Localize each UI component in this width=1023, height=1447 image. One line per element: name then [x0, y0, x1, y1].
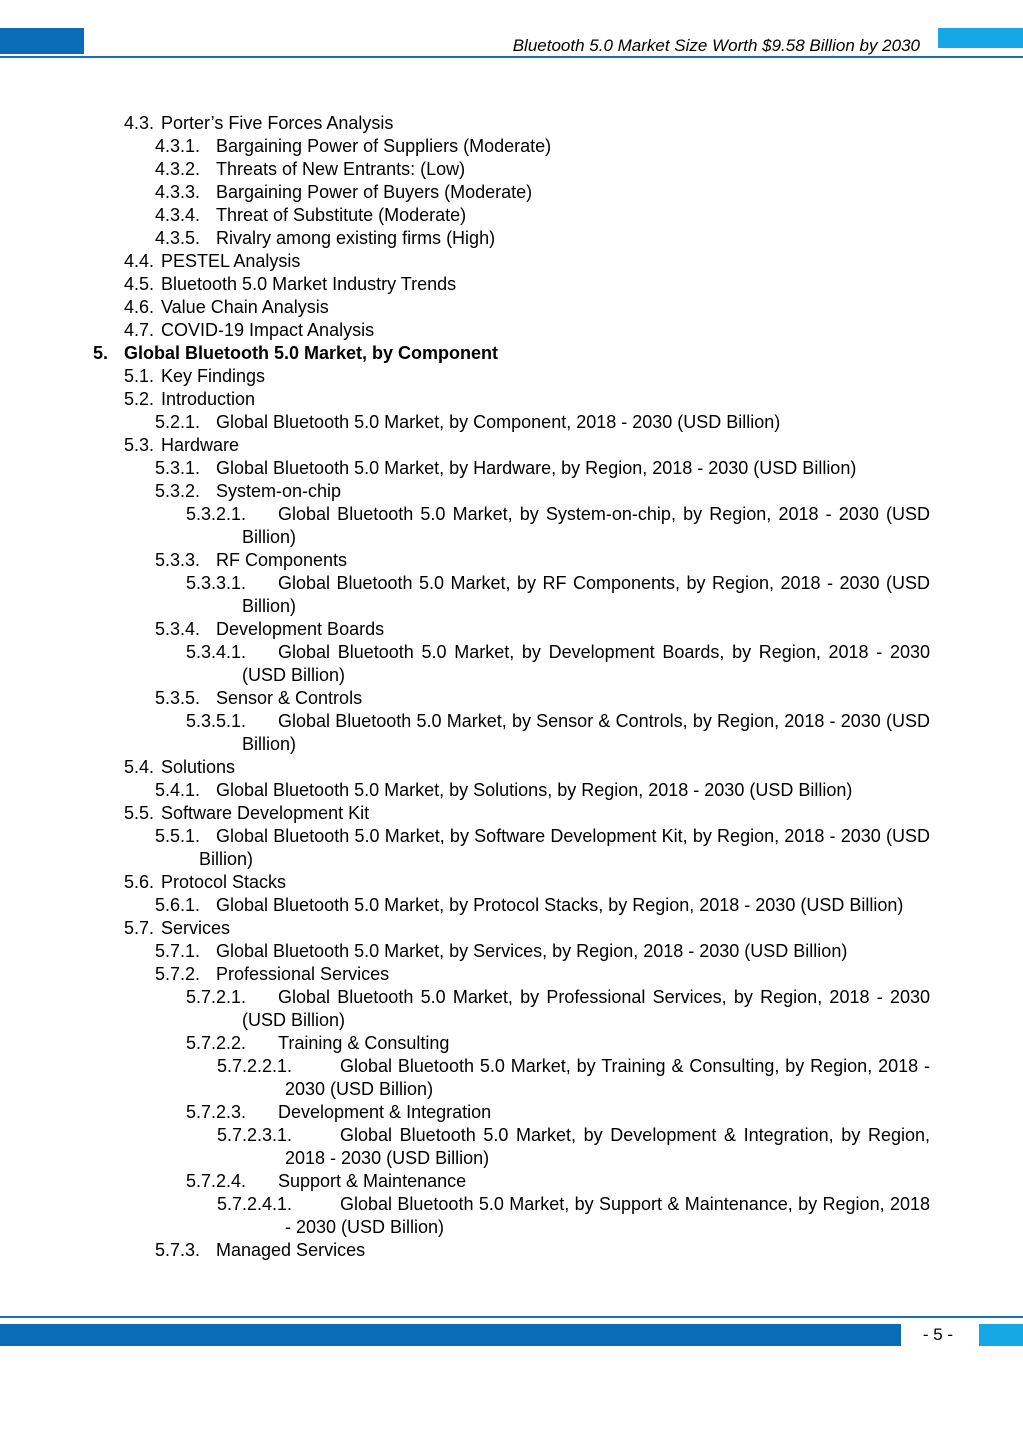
toc-entry-title: System-on-chip: [216, 481, 342, 501]
toc-entry-number: 5.7.2.: [155, 964, 201, 984]
toc-entry: [0, 411, 1023, 434]
toc-entry-number: 5.2.1.: [155, 412, 201, 432]
toc-entry-title: Development Boards: [216, 619, 385, 639]
toc-entry: [0, 1170, 1023, 1193]
toc-entry: [0, 158, 1023, 181]
header-rule: [0, 56, 1023, 58]
toc-entry: [0, 1101, 1023, 1124]
toc-entry-number: 5.5.: [124, 803, 155, 823]
toc-entry-title: Global Bluetooth 5.0 Market, by Support & Maintenance, by Region, 2018 - 2030 (USD Billion): [285, 1194, 930, 1237]
toc-entry-number: 5.3.3.: [155, 550, 201, 570]
toc-entry-title: Global Bluetooth 5.0 Market, by Development & Integration, by Region, 2018 - 2030 (USD Billion): [285, 1125, 930, 1168]
toc-entry-number: 4.3.5.: [155, 228, 201, 248]
toc-entry-title: Porter’s Five Forces Analysis: [161, 113, 394, 133]
toc-entry-number: 4.3.3.: [155, 182, 201, 202]
footer-bar: [0, 1324, 901, 1346]
toc-entry: [0, 365, 1023, 388]
toc-entry-title: Protocol Stacks: [161, 872, 287, 892]
toc-entry: [0, 434, 1023, 457]
toc-entry: [0, 227, 1023, 250]
toc-entry-number: 5.7.2.4.: [186, 1171, 247, 1191]
toc-entry-title: Services: [161, 918, 231, 938]
toc-entry-title: RF Components: [216, 550, 348, 570]
page-number: - 5 -: [922, 1325, 954, 1344]
header-accent-left: [0, 28, 84, 54]
toc-entry: [0, 204, 1023, 227]
toc-entry-title: Development & Integration: [278, 1102, 492, 1122]
toc-entry-title: Support & Maintenance: [278, 1171, 467, 1191]
toc-entry: [0, 1239, 1023, 1262]
toc-entry-number: 5.7.2.3.1.: [217, 1125, 293, 1145]
footer-rule: [0, 1316, 1023, 1318]
toc-entry-number: 5.7.2.3.: [186, 1102, 247, 1122]
toc-entry: [0, 1055, 1023, 1101]
toc-entry-title: Value Chain Analysis: [161, 297, 329, 317]
toc-entry-title: Training & Consulting: [278, 1033, 450, 1053]
toc-entry: [0, 917, 1023, 940]
toc-entry-title: Global Bluetooth 5.0 Market, by Component, 2018 - 2030 (USD Billion): [216, 412, 781, 432]
toc-entry-title: Global Bluetooth 5.0 Market, by Component: [124, 343, 499, 363]
toc-entry: [0, 112, 1023, 135]
toc-entry-title: Key Findings: [161, 366, 266, 386]
toc-entry-number: 4.4.: [124, 251, 155, 271]
toc-entry: [0, 457, 1023, 480]
toc-entry-number: 5.3.4.1.: [186, 642, 247, 662]
toc-entry-title: Hardware: [161, 435, 240, 455]
toc-entry-number: 5.1.: [124, 366, 155, 386]
toc-entry-title: Global Bluetooth 5.0 Market, by Development Boards, by Region, 2018 - 2030 (USD Billion): [242, 642, 930, 685]
toc-entry: [0, 503, 1023, 549]
toc-entry-number: 5.3.3.1.: [186, 573, 247, 593]
toc-entry-number: 5.6.: [124, 872, 155, 892]
toc-entry: [0, 894, 1023, 917]
toc-entry-title: Global Bluetooth 5.0 Market, by Professional Services, by Region, 2018 - 2030 (USD Billion): [242, 987, 930, 1030]
toc-entry-number: 5.3.: [124, 435, 155, 455]
toc-entry-title: Software Development Kit: [161, 803, 370, 823]
toc-entry: [0, 940, 1023, 963]
header-title: Bluetooth 5.0 Market Size Worth $9.58 Billion by 2030: [512, 36, 920, 55]
toc-entry-number: 4.3.2.: [155, 159, 201, 179]
toc-entry-title: Bargaining Power of Suppliers (Moderate): [216, 136, 552, 156]
toc-entry: [0, 756, 1023, 779]
toc-entry: [0, 1193, 1023, 1239]
toc-entry-number: 5.4.: [124, 757, 155, 777]
toc-entry-number: 5.4.1.: [155, 780, 201, 800]
toc-entry-number: 5.7.2.2.: [186, 1033, 247, 1053]
toc-entry-title: Solutions: [161, 757, 236, 777]
toc-entry: [0, 986, 1023, 1032]
toc-entry: [0, 1124, 1023, 1170]
toc-entry-title: Introduction: [161, 389, 256, 409]
toc-entry-title: Global Bluetooth 5.0 Market, by Protocol Stacks, by Region, 2018 - 2030 (USD Billion): [216, 895, 904, 915]
toc-entry-number: 4.5.: [124, 274, 155, 294]
toc-entry: [0, 181, 1023, 204]
toc-entry: [0, 319, 1023, 342]
toc-entry-title: Global Bluetooth 5.0 Market, by Solutions, by Region, 2018 - 2030 (USD Billion): [216, 780, 853, 800]
toc-entry-title: PESTEL Analysis: [161, 251, 301, 271]
toc-entry-title: Global Bluetooth 5.0 Market, by RF Components, by Region, 2018 - 2030 (USD Billion): [242, 573, 930, 616]
toc-entry-title: Global Bluetooth 5.0 Market, by Training & Consulting, by Region, 2018 - 2030 (USD Billion): [285, 1056, 930, 1099]
toc-entry-title: Global Bluetooth 5.0 Market, by Software Development Kit, by Region, 2018 - 2030 (USD Billion): [199, 826, 930, 869]
toc-entry-number: 5.2.: [124, 389, 155, 409]
toc-entry-number: 5.7.: [124, 918, 155, 938]
toc-entry-number: 5.6.1.: [155, 895, 201, 915]
toc-entry-number: 4.3.1.: [155, 136, 201, 156]
toc-entry-title: Threat of Substitute (Moderate): [216, 205, 467, 225]
toc-entry: [0, 825, 1023, 871]
toc-entry-title: Rivalry among existing firms (High): [216, 228, 496, 248]
toc-entry-number: 5.3.2.: [155, 481, 201, 501]
toc-entry: [0, 572, 1023, 618]
toc-entry: [0, 779, 1023, 802]
toc-entry-number: 5.7.1.: [155, 941, 201, 961]
toc-entry-number: 5.3.1.: [155, 458, 201, 478]
toc-entry: [0, 549, 1023, 572]
toc-entry-number: 4.3.4.: [155, 205, 201, 225]
toc-entry-number: 5.3.4.: [155, 619, 201, 639]
toc-entry-title: Sensor & Controls: [216, 688, 363, 708]
toc-entry-title: Professional Services: [216, 964, 390, 984]
toc-entry-number: 5.5.1.: [155, 826, 201, 846]
toc-entry: [0, 342, 1023, 365]
toc-entry-number: 5.7.2.4.1.: [217, 1194, 293, 1214]
toc-entry-title: COVID-19 Impact Analysis: [161, 320, 375, 340]
toc-entry-title: Bluetooth 5.0 Market Industry Trends: [161, 274, 457, 294]
toc-entry-title: Managed Services: [216, 1240, 366, 1260]
footer-accent-right: [979, 1324, 1023, 1346]
toc-entry: [0, 135, 1023, 158]
toc-entry: [0, 1032, 1023, 1055]
toc-entry-title: Global Bluetooth 5.0 Market, by Hardware, by Region, 2018 - 2030 (USD Billion): [216, 458, 857, 478]
toc-entry-title: Global Bluetooth 5.0 Market, by System-on-chip, by Region, 2018 - 2030 (USD Billion): [242, 504, 930, 547]
toc-entry-number: 5.: [93, 343, 109, 363]
toc-entry: [0, 641, 1023, 687]
toc-entry-title: Threats of New Entrants: (Low): [216, 159, 466, 179]
toc-entry-number: 4.3.: [124, 113, 155, 133]
toc-entry: [0, 480, 1023, 503]
toc-entry: [0, 273, 1023, 296]
toc-entry-number: 4.7.: [124, 320, 155, 340]
toc-entry-title: Global Bluetooth 5.0 Market, by Services, by Region, 2018 - 2030 (USD Billion): [216, 941, 848, 961]
toc-entry: [0, 618, 1023, 641]
toc-entry-number: 5.3.2.1.: [186, 504, 247, 524]
header-accent-right: [938, 28, 1023, 48]
toc-entry-number: 4.6.: [124, 297, 155, 317]
toc-entry-number: 5.7.2.2.1.: [217, 1056, 293, 1076]
toc-entry: [0, 388, 1023, 411]
toc-entry-number: 5.7.2.1.: [186, 987, 247, 1007]
toc-entry: [0, 710, 1023, 756]
toc-entry-number: 5.7.3.: [155, 1240, 201, 1260]
toc-entry-number: 5.3.5.: [155, 688, 201, 708]
table-of-contents: [0, 112, 1023, 1262]
toc-entry: [0, 871, 1023, 894]
toc-entry: [0, 802, 1023, 825]
toc-entry-title: Bargaining Power of Buyers (Moderate): [216, 182, 533, 202]
toc-entry: [0, 963, 1023, 986]
toc-entry: [0, 250, 1023, 273]
toc-entry-number: 5.3.5.1.: [186, 711, 247, 731]
toc-entry: [0, 296, 1023, 319]
toc-entry: [0, 687, 1023, 710]
toc-entry-title: Global Bluetooth 5.0 Market, by Sensor & Controls, by Region, 2018 - 2030 (USD Billion): [242, 711, 930, 754]
